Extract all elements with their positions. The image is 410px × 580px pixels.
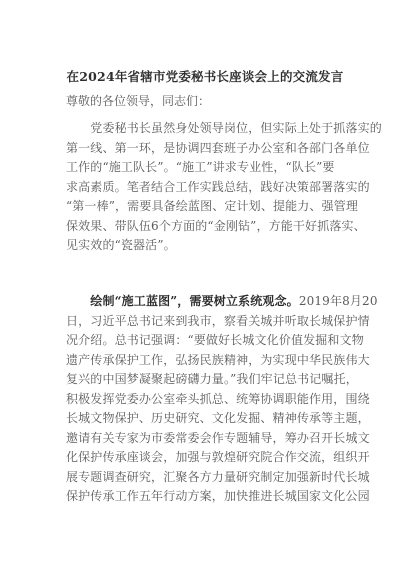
paragraph-line: 积极发挥党委办公室牵头抓总、统筹协调职能作用，围绕 — [66, 391, 370, 406]
paragraph-line: 保护传承工作五年行动方案，加快推进长城国家文化公园 — [66, 489, 370, 503]
document-title: 在2024年省辖市党委秘书长座谈会上的交流发言 — [66, 69, 344, 84]
heading-continuation: 2019年8月20 — [298, 294, 378, 308]
paragraph-line: 日，习近平总书记来到我市，察看关城并听取长城保护情 — [66, 313, 370, 328]
paragraph-line: 邀请有关专家为市委常委会作专题辅导，筹办召开长城文 — [66, 430, 370, 445]
paragraph-line: 第一线、第一环，是协调四套班子办公室和各部门各单位 — [66, 140, 370, 155]
paragraph-line: 保效果、带队伍6个方面的“金刚钻”，方能干好抓落实、 — [66, 218, 366, 233]
paragraph-line: 见实效的“瓷器活”。 — [66, 238, 176, 252]
paragraph-1 — [66, 119, 382, 256]
paragraph-line: 展专题调查研究，汇聚各方力量研究制定加强新时代长城 — [66, 469, 370, 484]
paragraph-line: 长城文物保护、历史研究、文化发掘、精神传承等主题， — [66, 411, 370, 425]
paragraph-first-line — [66, 292, 378, 312]
paragraph-line: 遗产传承保护工作，弘扬民族精神，为实现中华民族伟大 — [66, 352, 370, 367]
paragraph-line: “第一棒”，需要具备绘蓝图、定计划、提能力、强管理 — [66, 199, 359, 213]
paragraph-line: 工作的“施工队长”。“施工”讲求专业性，“队长”要 — [66, 160, 335, 174]
section-heading: 绘制“施工蓝图”，需要树立系统观念。 — [66, 294, 299, 308]
paragraph-line: 化保护传承座谈会，加强与敦煌研究院合作交流，组织开 — [66, 450, 370, 464]
greeting: 尊敬的各位领导，同志们： — [66, 94, 211, 108]
paragraph-line: 党委秘书长虽然身处领导岗位，但实际上处于抓落实的 — [66, 121, 382, 135]
paragraph-2 — [66, 292, 378, 507]
paragraph-line: 求高素质。笔者结合工作实践总结，践好决策部署落实的 — [66, 179, 370, 194]
paragraph-line: 况介绍。总书记强调：“要做好长城文化价值发掘和文物 — [66, 333, 364, 347]
paragraph-line: 复兴的中国梦凝聚起磅礴力量。”我们牢记总书记嘱托， — [66, 372, 358, 386]
